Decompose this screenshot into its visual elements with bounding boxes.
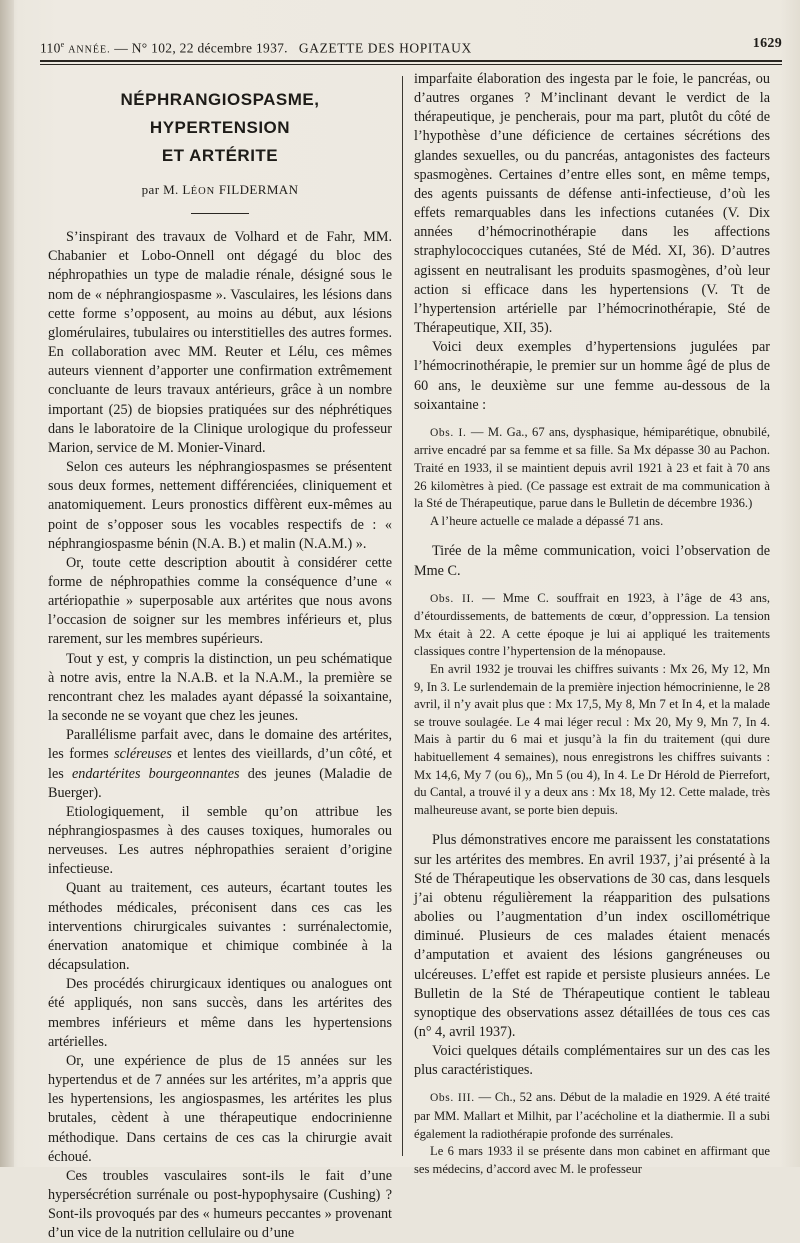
observation-text: — Mme C. souffrait en 1923, à l’âge de 43 ans, d’étourdissements, de battements de cœur, d’oppression. La tension Mx était à 22. A cette époque je lui ai appliqué les traitements classiques contre l’hypertension de la ménopause. — [414, 590, 770, 659]
paragraph: S’inspirant des travaux de Volhard et de Fahr, MM. Chabanier et Lobo-Onnell ont dégagé du bloc des néphropathies un type de maladie rénale, désigné sous le nom de « néphrangiospasme ». Vasculaires, les lésions dans cette forme s’opposent, au moins au début, aux lésions glomérulaires, tubulaires ou interstitielles des autres formes. En collaboration avec MM. Reuter et Lélu, ces mêmes auteurs viennent d’apporter une confirmation extrêmement concluante de leurs travaux antérieurs, grâce à un nombre important (25) de biopsies pratiquées sur des néphrétiques dans le laboratoire de la Clinique urologique du professeur Marion, service de M. Monier-Vinard. — [48, 229, 392, 456]
paragraph: Ces troubles vasculaires sont-ils le fait d’une hypersécrétion surrénale ou post-hypophysaire (Cushing) ? Sont-ils provoqués par des « humeurs peccantes » provenant d’un vice de la nutrition cellulaire ou d’une — [48, 1167, 392, 1242]
author-first-rest: ÉON — [190, 186, 216, 197]
paragraph: Or, une expérience de plus de 15 années sur les hypertendus et de 7 années sur les artérites, m’a appris que les hypertensions, les angiospasmes, les artérites les plus brutales, cèdent à une thérapeutique endocrinienne méthodique. Dans certains de ces cas la chirurgie avait échoué. — [48, 1052, 392, 1165]
issue-date: — N° 102, 22 décembre 1937. — [110, 40, 288, 56]
text-run: Parallélisme parfait avec, dans le domaine des artérites, les formes — [48, 727, 392, 763]
observation-paragraph — [414, 1089, 770, 1143]
author-first-initial: L — [182, 182, 191, 197]
spacer — [414, 415, 770, 424]
article-title — [48, 86, 392, 170]
text-run: et lentes des vieillards, d’un côté, et les — [48, 746, 392, 782]
paragraph: Plus démonstratives encore me paraissent les constatations sur les artérites des membres. En avril 1937, j’ai présenté à la Sté de Thérapeutique les observations de 30 cas, dans lesquels j’ai obtenu régulièrement la réapparition des pulsations abolies ou l’augmentation d’un index oscillométrique diminué. Plusieurs de ces malades étaient menacés d’amputation et avaient des lésions gangréneuses ou ulcéreuses. L’effet est rapide et persiste plusieurs années. Le Bulletin de la Sté de Thérapeutique contient le tableau synoptique des observations assez détaillées de tous ces cas (n° 4, avril 1937). — [414, 832, 770, 1040]
paragraph: Des procédés chirurgicaux identiques ou analogues ont été appliqués, non sans succès, dans les artérites des membres inférieurs et même dans les hypertensions artérielles. — [48, 976, 392, 1050]
issue-superscript: e — [60, 40, 65, 49]
observation-paragraph — [414, 590, 770, 661]
paragraph: imparfaite élaboration des ingesta par le foie, le pancréas, ou d’autres organes ? M’inclinant devant le verdict de la thérapeutique, je pencherais, pour ma part, plutôt du côté de l’hypothèse d’une déficience de certaines sécrétions des glandes sexuelles, ou du pancréas, antagonistes des facteurs spasmogènes. Certaines d’entre elles sont, en même temps, des agents puissants de défense anti-infectieuse, d’où les effets remarquables dans les infections cutanées (V. Dix années d’hémocrinothérapie dans les affections straphylococciques cutanées, Sté de Méd. XI, 36). D’autres agissent en neutralisant les produits spasmogènes, d’où leur action si efficace dans les hypertensions (V. Tt de l’hypertension artérielle par l’hémocrinothérapie, Sté de Thérapeutique, XII, 35). — [414, 71, 770, 337]
observation-2 — [414, 590, 770, 820]
left-column — [48, 86, 392, 1243]
article-author — [48, 180, 392, 201]
observation-paragraph: Le 6 mars 1933 il se présente dans mon cabinet en affirmant que ses médecins, d’accord avec M. le professeur — [414, 1144, 770, 1176]
paragraph: Etiologiquement, il semble qu’on attribue les néphrangiospasmes à des causes toxiques, humorales ou nerveuses. Les autres néphropathies seraient d’origine infectieuse. — [48, 803, 392, 878]
issue-number: 110 — [40, 40, 61, 56]
observation-label: Obs. III. — [430, 1092, 475, 1105]
spacer — [414, 1080, 770, 1089]
spacer — [414, 819, 770, 831]
observation-paragraph: En avril 1932 je trouvai les chiffres suivants : Mx 26, My 12, Mn 9, In 3. Le surlendemain de la première injection hémocrinienne, le 28 avril, il n’y avait plus que : Mx 17,5, My 8, Mn 7 et In 4, et la malade se trouve soulagée. Le 4 mai léger recul : Mx 20, My 9, Mn 7, In 4. Mais à partir du 6 mai et jusqu’à la fin du traitement (qui dure habituellement 4 semaines), nous enregistrons les chiffres suivants : Mx 14,6, My 7 (ou 6),, Mn 5 (ou 4), In 4. Le Dr Hérold de Pierrefort, du Cantal, a trouvé il y a deux ans : Mx 18, My 12. Cette malade, très malheureuse avant, se porte bien depuis. — [414, 662, 770, 817]
observation-text: — Ch., 52 ans. Début de la maladie en 1929. A été traité par MM. Mallart et Milhit, par l’acécholine et la diathermie. Il a subi également la radiothérapie profonde des surrénales. — [414, 1090, 771, 1141]
author-prefix: par M. — [141, 182, 183, 197]
observation-3 — [414, 1089, 770, 1178]
paragraph: Selon ces auteurs les néphrangiospasmes se présentent sous deux formes, nettement différenciées, cliniquement et anatomiquement. Leurs pronostics diffèrent eux-mêmes au point de s’opposer sous les vocables respectifs de : « néphrangiospasme bénin (N.A. B.) et malin (N.A.M.) ». — [48, 459, 392, 552]
right-column — [414, 70, 770, 1178]
observation-1 — [414, 424, 770, 531]
paragraph — [48, 726, 392, 803]
spacer — [414, 581, 770, 590]
header-rule-thin — [40, 64, 782, 65]
text-run: des jeunes (Maladie de Buerger). — [48, 765, 392, 801]
column-divider — [402, 76, 403, 1156]
italic-term: scléreuses — [114, 746, 172, 763]
paragraph: Voici deux exemples d’hypertensions jugulées par l’hémocrinothérapie, le premier sur un homme âgé de plus de 60 ans, le deuxième sur une femme au-dessous de la soixantaine : — [414, 339, 770, 413]
observation-paragraph — [414, 424, 770, 513]
paragraph: Tout y est, y compris la distinction, un peu schématique à notre avis, entre la N.A.B. et la N.A.M., la première se rencontrant chez les malades ayant dépassé la soixantaine, la seconde ne se voyant que chez les jeunes. — [48, 650, 392, 725]
page-spine — [0, 0, 14, 1167]
italic-term: endartérites bourgeonnantes — [71, 765, 240, 782]
running-header — [40, 36, 782, 58]
observation-text: — M. Ga., 67 ans, dysphasique, hémiparétique, obnubilé, arrive encadré par sa femme et sa fille. Sa Mx dépasse 30 au Pachon. Traité en 1933, il se maintient depuis avril 1921 à 23 et fait à 70 ans 26 kilomètres à pied. (Ce passage est extrait de ma communication à la Sté de Thérapeutique, parue dans le Bulletin de décembre 1936.) — [414, 424, 771, 511]
title-line-1: NÉPHRANGIOSPASME, HYPERTENSION — [120, 90, 320, 137]
observation-label: Obs. I. — [430, 426, 467, 439]
paragraph: Quant au traitement, ces auteurs, écartant toutes les méthodes médicales, préconisent dans ces cas les interventions chirurgicales suivantes : surrénalectomie, énervation anatomique et chimique combinée à la décapsulation. — [48, 880, 392, 974]
page-number: 1629 — [752, 36, 782, 51]
journal-name: GAZETTE DES HOPITAUX — [298, 40, 472, 56]
paragraph: Voici quelques détails complémentaires sur un des cas les plus caractéristiques. — [414, 1043, 770, 1079]
observation-label: Obs. II. — [430, 592, 475, 605]
title-separator — [191, 213, 249, 214]
paragraph: Or, toute cette description aboutit à considérer cette forme de néphropathies comme la conséquence d’une « artériopathie » superposable aux artérites que nous avons l’occasion de soigner sur les membres inférieurs et, plus rarement, sur les membres supérieurs. — [48, 554, 392, 648]
observation-paragraph: A l’heure actuelle ce malade a dépassé 71 ans. — [430, 513, 664, 528]
author-last-name: FILDERMAN — [215, 182, 299, 197]
header-rule-thick — [40, 60, 782, 62]
issue-year-label: ANNÉE. — [68, 44, 111, 56]
spacer — [414, 530, 770, 542]
paragraph: Tirée de la même communication, voici l’observation de Mme C. — [414, 543, 770, 579]
title-line-2: ET ARTÉRITE — [161, 146, 279, 165]
issue-info — [40, 40, 472, 57]
